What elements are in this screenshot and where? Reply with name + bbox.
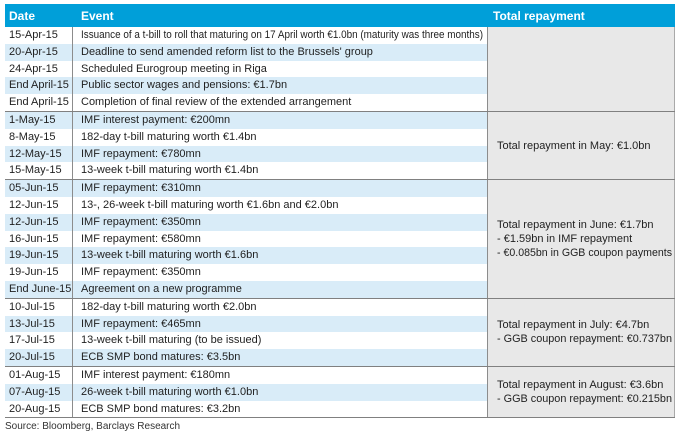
date-cell: 13-Jul-15 — [5, 316, 73, 333]
table-row — [5, 247, 487, 264]
date-cell: 07-Aug-15 — [5, 384, 73, 401]
date-cell: 10-Jul-15 — [5, 299, 73, 316]
event-text: IMF repayment: €310mn — [81, 182, 201, 195]
event-text: Deadline to send amended reform list to the Brussels' group — [81, 45, 373, 58]
table-row — [5, 299, 487, 316]
table-row — [5, 332, 487, 349]
event-cell — [73, 349, 487, 366]
table-row — [5, 231, 487, 248]
total-repayment-cell-april — [487, 27, 675, 111]
table-row — [5, 180, 487, 197]
table-row — [5, 77, 487, 94]
date-cell: 16-Jun-15 — [5, 231, 73, 248]
section-rows — [5, 367, 487, 417]
table-section-may — [5, 111, 675, 179]
total-repayment-line — [497, 218, 672, 232]
table-row — [5, 349, 487, 366]
event-text: IMF repayment: €465mn — [81, 317, 201, 330]
event-cell — [73, 332, 487, 349]
event-text: 182-day t-bill maturing worth €1.4bn — [81, 130, 257, 143]
table-section-july — [5, 298, 675, 366]
total-repayment-line — [497, 139, 672, 153]
table-header-row — [5, 4, 675, 27]
date-cell: 19-Jun-15 — [5, 264, 73, 281]
event-text: ECB SMP bond matures: €3.5bn — [81, 351, 241, 364]
total-repayment-text: - €1.59bn in IMF repayment — [497, 232, 633, 245]
event-cell — [73, 281, 487, 298]
total-repayment-cell-june — [487, 180, 675, 298]
date-cell: End April-15 — [5, 77, 73, 94]
repayment-schedule-table — [5, 4, 675, 418]
date-cell: End June-15 — [5, 281, 73, 298]
event-text: 182-day t-bill maturing worth €2.0bn — [81, 300, 257, 313]
date-cell: 8-May-15 — [5, 129, 73, 146]
event-text: 13-, 26-week t-bill maturing worth €1.6bn and €2.0bn — [81, 198, 339, 211]
event-cell — [73, 146, 487, 163]
date-cell: 1-May-15 — [5, 112, 73, 129]
section-rows — [5, 112, 487, 179]
event-text: Scheduled Eurogroup meeting in Riga — [81, 62, 267, 75]
source-note: Source: Bloomberg, Barclays Research — [5, 421, 181, 432]
date-cell: 12-Jun-15 — [5, 197, 73, 214]
event-cell — [73, 384, 487, 401]
table-row — [5, 44, 487, 61]
event-cell — [73, 27, 487, 44]
date-cell: 15-Apr-15 — [5, 27, 73, 44]
event-text: 13-week t-bill maturing worth €1.6bn — [81, 249, 259, 262]
total-repayment-cell-august — [487, 367, 675, 417]
event-text: IMF repayment: €350mn — [81, 215, 201, 228]
column-header-date: Date — [9, 8, 36, 23]
event-text: IMF repayment: €350mn — [81, 266, 201, 279]
table-row — [5, 316, 487, 333]
total-repayment-line — [497, 318, 672, 332]
date-cell: 12-May-15 — [5, 146, 73, 163]
table-row — [5, 129, 487, 146]
event-cell — [73, 44, 487, 61]
event-text: ECB SMP bond matures: €3.2bn — [81, 402, 241, 415]
date-cell: 05-Jun-15 — [5, 180, 73, 197]
date-cell: 20-Jul-15 — [5, 349, 73, 366]
total-repayment-line — [497, 332, 672, 346]
event-text: IMF repayment: €780mn — [81, 147, 201, 160]
table-row — [5, 401, 487, 418]
event-text: Agreement on a new programme — [81, 282, 242, 295]
table-row — [5, 264, 487, 281]
total-repayment-line — [497, 392, 672, 406]
total-repayment-text: Total repayment in June: €1.7bn — [497, 218, 654, 231]
event-cell — [73, 214, 487, 231]
table-section-april — [5, 27, 675, 111]
event-cell — [73, 162, 487, 179]
event-cell — [73, 180, 487, 197]
event-text: IMF interest payment: €180mn — [81, 368, 231, 381]
column-header-event: Event — [81, 8, 114, 23]
event-cell — [73, 129, 487, 146]
date-cell: 12-Jun-15 — [5, 214, 73, 231]
event-cell — [73, 264, 487, 281]
section-rows — [5, 299, 487, 366]
total-repayment-line — [497, 232, 672, 246]
date-cell: End April-15 — [5, 94, 73, 111]
table-row — [5, 61, 487, 78]
table-row — [5, 197, 487, 214]
event-cell — [73, 401, 487, 418]
date-cell: 01-Aug-15 — [5, 367, 73, 384]
section-rows — [5, 27, 487, 111]
table-row — [5, 384, 487, 401]
date-cell: 17-Jul-15 — [5, 332, 73, 349]
table-row — [5, 94, 487, 111]
total-repayment-line — [497, 378, 672, 392]
event-cell — [73, 231, 487, 248]
total-repayment-text: - GGB coupon repayment: €0.215bn — [497, 393, 672, 406]
table-body — [5, 27, 675, 418]
total-repayment-cell-may — [487, 112, 675, 179]
event-text: IMF repayment: €580mn — [81, 232, 201, 245]
total-repayment-line — [497, 246, 672, 260]
event-text: Completion of final review of the extended arrangement — [81, 96, 352, 109]
total-repayment-text: Total repayment in May: €1.0bn — [497, 139, 651, 152]
total-repayment-text: - GGB coupon repayment: €0.737bn — [497, 333, 672, 346]
event-text: 13-week t-bill maturing worth €1.4bn — [81, 164, 259, 177]
section-rows — [5, 180, 487, 298]
date-cell: 19-Jun-15 — [5, 247, 73, 264]
table-section-august — [5, 366, 675, 418]
event-cell — [73, 367, 487, 384]
date-cell: 20-Apr-15 — [5, 44, 73, 61]
table-row — [5, 281, 487, 298]
event-cell — [73, 94, 487, 111]
event-text: Issuance of a t-bill to roll that maturing on 17 April worth €1.0bn (maturity was three months) — [81, 29, 483, 41]
total-repayment-cell-july — [487, 299, 675, 366]
table-row — [5, 112, 487, 129]
event-text: 13-week t-bill maturing (to be issued) — [81, 334, 262, 347]
event-cell — [73, 112, 487, 129]
event-text: IMF interest payment: €200mn — [81, 113, 231, 126]
total-repayment-text: Total repayment in August: €3.6bn — [497, 379, 664, 392]
table-row — [5, 214, 487, 231]
date-cell: 15-May-15 — [5, 162, 73, 179]
event-cell — [73, 197, 487, 214]
event-cell — [73, 61, 487, 78]
event-cell — [73, 299, 487, 316]
event-cell — [73, 316, 487, 333]
table-row — [5, 162, 487, 179]
event-cell — [73, 247, 487, 264]
table-row — [5, 146, 487, 163]
event-cell — [73, 77, 487, 94]
table-row — [5, 27, 487, 44]
table-section-june — [5, 179, 675, 298]
date-cell: 20-Aug-15 — [5, 401, 73, 418]
date-cell: 24-Apr-15 — [5, 61, 73, 78]
event-text: 26-week t-bill maturing worth €1.0bn — [81, 385, 259, 398]
total-repayment-text: Total repayment in July: €4.7bn — [497, 319, 650, 332]
event-text: Public sector wages and pensions: €1.7bn — [81, 79, 288, 92]
table-row — [5, 367, 487, 384]
total-repayment-text: - €0.085bn in GGB coupon payments — [497, 246, 672, 259]
column-header-total-repayment: Total repayment — [493, 8, 585, 23]
